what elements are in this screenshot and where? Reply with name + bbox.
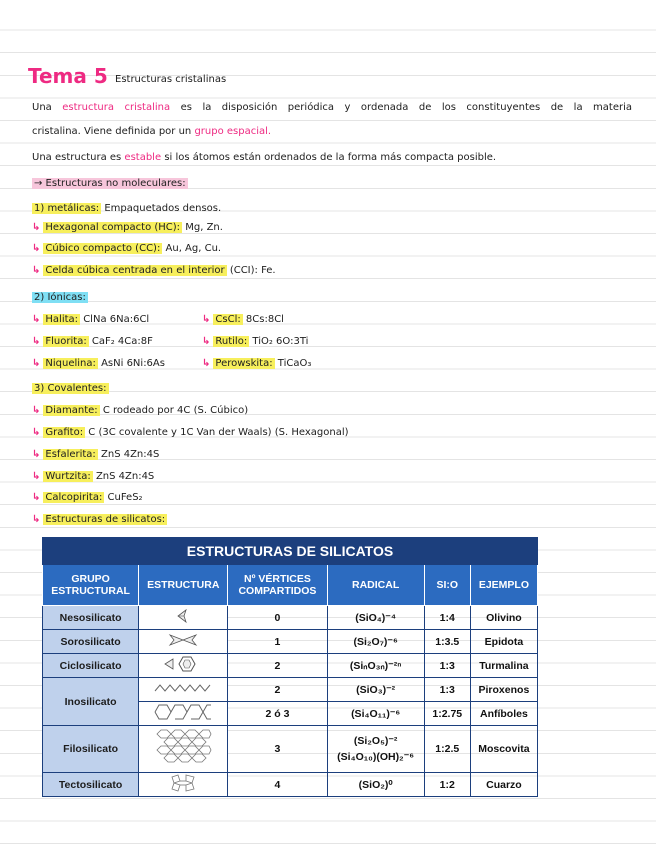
ionicas-row [32, 314, 632, 326]
covalentes-item [32, 492, 632, 504]
intro-text: Una estructura es [32, 152, 122, 163]
page-subtitle: Estructuras cristalinas [115, 74, 227, 85]
group-cell: Ciclosilicato [43, 654, 139, 678]
arrow-icon: ↳ [202, 358, 211, 369]
item-value: CaF₂ 4Ca:8F [91, 336, 153, 347]
item-label: Halita: [45, 314, 79, 325]
covalentes-title [32, 383, 632, 395]
structure-cell [139, 773, 228, 797]
col-header-sio: SI:O [424, 565, 470, 606]
item-value: Au, Ag, Cu. [165, 243, 222, 254]
vertices-cell: 0 [228, 606, 327, 630]
structure-cell [139, 630, 228, 654]
table-row [43, 630, 538, 654]
ratio-cell: 1:2.5 [424, 726, 470, 773]
ring-icon [161, 654, 205, 674]
term-grupo-espacial: grupo espacial. [194, 126, 272, 137]
intro-text: es la disposición periódica y ordenada de los constituyentes de la materia [180, 102, 632, 113]
covalentes-item [32, 427, 632, 439]
example-cell: Piroxenos [470, 678, 537, 702]
arrow-icon: ↳ [32, 336, 41, 347]
col-header-estructura: ESTRUCTURA [139, 565, 228, 606]
single-chain-icon [153, 681, 213, 695]
group-cell: Filosilicato [43, 726, 139, 773]
metalicas-label: 1) metálicas: [34, 203, 100, 214]
example-cell: Epidota [470, 630, 537, 654]
ratio-cell: 1:3 [424, 678, 470, 702]
vertices-cell: 3 [228, 726, 327, 773]
item-value: AsNi 6Ni:6As [101, 358, 165, 369]
ratio-cell: 1:4 [424, 606, 470, 630]
item-label: Celda cúbica centrada en el interior [45, 265, 225, 276]
radical-cell [327, 726, 424, 773]
intro-line-2 [32, 126, 632, 138]
ionicas-label: 2) Iónicas: [34, 292, 86, 303]
ionicas-row [32, 336, 632, 348]
arrow-icon: ↳ [202, 336, 211, 347]
metalicas-item [32, 265, 632, 277]
arrow-icon: ↳ [32, 222, 41, 233]
section-title: → Estructuras no moleculares: [34, 178, 186, 189]
framework-icon [168, 773, 198, 793]
metalicas-item [32, 243, 632, 255]
arrow-icon: ↳ [32, 492, 41, 503]
structure-cell [139, 606, 228, 630]
item-value: ZnS 4Zn:4S [95, 471, 155, 482]
table-row [43, 606, 538, 630]
intro-line-1 [32, 102, 632, 114]
col-header-ejemplo: EJEMPLO [470, 565, 537, 606]
item-label: Perowskita: [215, 358, 273, 369]
intro-text: si los átomos están ordenados de la forma más compacta posible. [164, 152, 497, 163]
silicates-table [42, 537, 538, 797]
arrow-icon: ↳ [32, 427, 41, 438]
radical-cell: (SiO₄)⁻⁴ [327, 606, 424, 630]
example-cell: Olivino [470, 606, 537, 630]
ratio-cell: 1:3.5 [424, 630, 470, 654]
term-estructura-cristalina: estructura cristalina [62, 102, 171, 113]
double-chain-icon [153, 702, 213, 722]
item-value: TiO₂ 6O:3Ti [252, 336, 309, 347]
arrow-icon: ↳ [32, 449, 41, 460]
ionicas-row [32, 358, 632, 370]
metalicas-desc: Empaquetados densos. [104, 203, 222, 214]
radical-cell: (SiO₂)⁰ [327, 773, 424, 797]
radical-line-1: (Si₂O₅)⁻² [353, 735, 398, 747]
example-cell: Turmalina [470, 654, 537, 678]
metalicas-item [32, 222, 632, 234]
col-header-radical: RADICAL [327, 565, 424, 606]
item-value: (CCI): Fe. [229, 265, 276, 276]
covalentes-item [32, 471, 632, 483]
table-row [43, 726, 538, 773]
col-header-grupo: GRUPO ESTRUCTURAL [43, 565, 139, 606]
group-cell: Tectosilicato [43, 773, 139, 797]
tetrahedron-icon [173, 608, 193, 624]
arrow-icon: ↳ [32, 314, 41, 325]
arrow-icon: ↳ [32, 358, 41, 369]
radical-line-2: (Si₄O₁₀)(OH)₂⁻⁶ [337, 751, 415, 763]
item-value: Mg, Zn. [185, 222, 223, 233]
metalicas-title [32, 203, 632, 215]
vertices-cell: 1 [228, 630, 327, 654]
group-cell: Nesosilicato [43, 606, 139, 630]
radical-cell: (Si₂O₇)⁻⁶ [327, 630, 424, 654]
item-label: Niquelina: [45, 358, 96, 369]
arrow-icon: ↳ [32, 243, 41, 254]
item-value: TiCaO₃ [277, 358, 312, 369]
double-tetrahedron-icon [166, 632, 200, 648]
item-label: Rutilo: [215, 336, 248, 347]
radical-cell: (SiO₃)⁻² [327, 678, 424, 702]
vertices-cell: 2 [228, 678, 327, 702]
structure-cell [139, 702, 228, 726]
arrow-icon: ↳ [32, 514, 41, 525]
item-label: Cúbico compacto (CC): [45, 243, 161, 254]
term-estable: estable [124, 152, 162, 163]
item-label: Wurtzita: [45, 471, 91, 482]
item-value: C rodeado por 4C (S. Cúbico) [102, 405, 249, 416]
radical-cell: (Si₄O₁₁)⁻⁶ [327, 702, 424, 726]
item-label: Calcopirita: [45, 492, 103, 503]
item-value: 8Cs:8Cl [245, 314, 284, 325]
intro-line-3 [32, 152, 632, 164]
col-header-vertices: Nº VÉRTICES COMPARTIDOS [228, 565, 327, 606]
ratio-cell: 1:2 [424, 773, 470, 797]
item-label: CsCl: [215, 314, 241, 325]
arrow-icon: ↳ [202, 314, 211, 325]
ratio-cell: 1:3 [424, 654, 470, 678]
ionicas-title [32, 292, 632, 304]
radical-cell: (SiₙO₃ₙ)⁻²ⁿ [327, 654, 424, 678]
item-label: Esfalerita: [45, 449, 96, 460]
example-cell: Cuarzo [470, 773, 537, 797]
vertices-cell: 4 [228, 773, 327, 797]
item-label: Fluorita: [45, 336, 87, 347]
example-cell: Anfíboles [470, 702, 537, 726]
structure-cell [139, 726, 228, 773]
item-label: Grafito: [45, 427, 84, 438]
covalentes-item [32, 405, 632, 417]
group-cell: Inosilicato [43, 678, 139, 726]
item-value: ClNa 6Na:6Cl [83, 314, 150, 325]
sheet-icon [153, 728, 213, 768]
item-label: Hexagonal compacto (HC): [45, 222, 181, 233]
item-value: C (3C covalente y 1C Van der Waals) (S. Hexagonal) [88, 427, 349, 438]
covalentes-label: 3) Covalentes: [34, 383, 107, 394]
structure-cell [139, 654, 228, 678]
item-value: ZnS 4Zn:4S [101, 449, 160, 460]
table-row [43, 654, 538, 678]
group-cell: Sorosilicato [43, 630, 139, 654]
example-cell: Moscovita [470, 726, 537, 773]
table-caption: ESTRUCTURAS DE SILICATOS [43, 538, 538, 565]
section-header [32, 178, 632, 190]
item-value: CuFeS₂ [107, 492, 143, 503]
item-label: Diamante: [45, 405, 98, 416]
ratio-cell: 1:2.75 [424, 702, 470, 726]
vertices-cell: 2 ó 3 [228, 702, 327, 726]
page-title: Tema 5 [28, 64, 108, 88]
covalentes-item [32, 514, 632, 526]
structure-cell [139, 678, 228, 702]
arrow-icon: ↳ [32, 471, 41, 482]
intro-text: Una [32, 102, 52, 113]
covalentes-item [32, 449, 632, 461]
table-row [43, 773, 538, 797]
item-label: Estructuras de silicatos: [45, 514, 166, 525]
arrow-icon: ↳ [32, 265, 41, 276]
vertices-cell: 2 [228, 654, 327, 678]
intro-text: cristalina. Viene definida por un [32, 126, 192, 137]
arrow-icon: ↳ [32, 405, 41, 416]
table-row [43, 678, 538, 702]
